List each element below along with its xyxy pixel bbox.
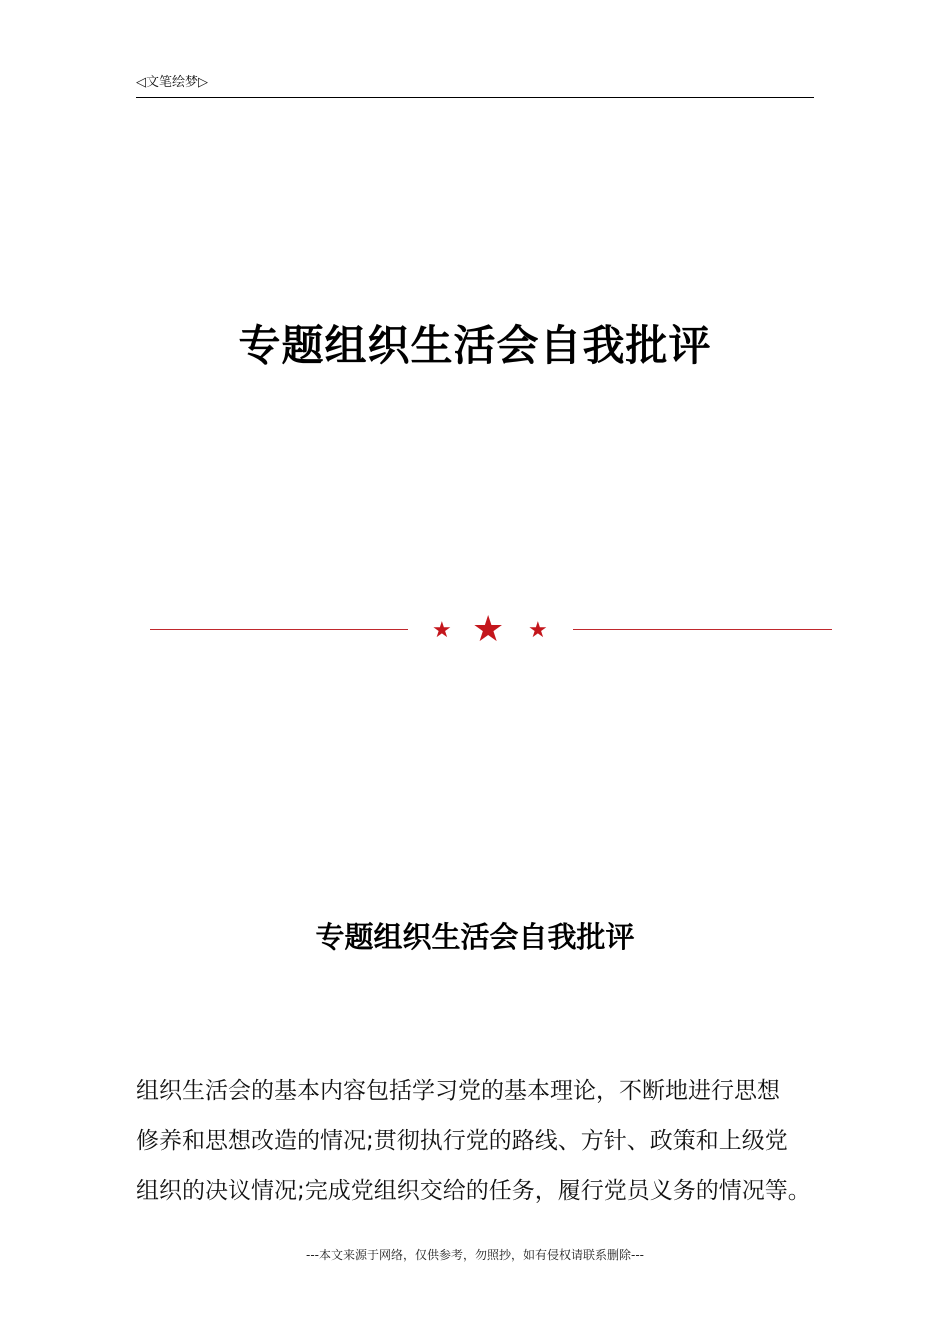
header-brand-text: 文笔绘梦: [146, 75, 199, 90]
body-line: 修养和思想改造的情况;贯彻执行党的路线、方针、政策和上级党: [136, 1128, 788, 1154]
star-icon-small-left: ★: [432, 618, 452, 643]
divider-line-right: [573, 629, 832, 630]
star-icon-small-right: ★: [528, 618, 548, 643]
footer-disclaimer: ---本文来源于网络，仅供参考，勿照抄，如有侵权请联系删除---: [306, 1248, 644, 1262]
body-paragraph: [136, 1066, 836, 1216]
page-header: [136, 74, 814, 92]
left-triangle-icon: ◁: [136, 75, 146, 90]
header-rule: [136, 97, 814, 98]
star-icon-large-center: ★: [472, 609, 505, 650]
body-line: 组织生活会的基本内容包括学习党的基本理论，不断地进行思想: [136, 1078, 780, 1104]
header-brand: [136, 74, 814, 92]
divider-line-left: [150, 629, 408, 630]
body-line: 组织的决议情况;完成党组织交给的任务，履行党员义务的情况等。: [136, 1178, 811, 1204]
cover-title: 专题组织生活会自我批评: [238, 321, 712, 370]
star-divider: [150, 609, 832, 650]
section-title: 专题组织生活会自我批评: [315, 920, 635, 954]
right-triangle-icon: ▷: [198, 75, 209, 90]
